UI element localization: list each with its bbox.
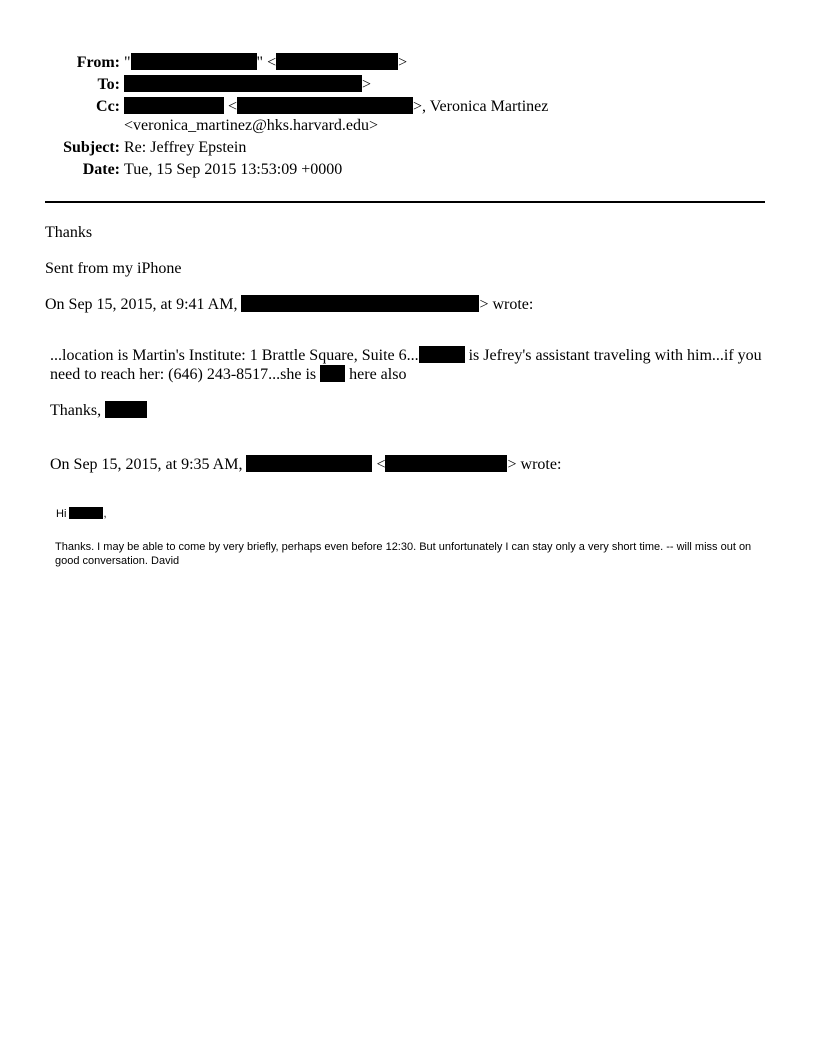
redaction <box>131 53 257 70</box>
reply2-suffix: > wrote: <box>507 456 562 473</box>
body-thanks: Thanks <box>45 224 93 241</box>
reply1-prefix: On Sep 15, 2015, at 9:41 AM, <box>45 296 238 313</box>
reply-attribution-1 <box>45 295 533 315</box>
header-divider <box>45 201 765 203</box>
reply2-mid: < <box>372 456 386 473</box>
reply-attribution-2 <box>50 455 561 475</box>
reply2-prefix: On Sep 15, 2015, at 9:35 AM, <box>50 456 243 473</box>
redaction <box>105 401 147 418</box>
quoted-message-1 <box>50 346 770 384</box>
from-mid: " < <box>256 54 277 71</box>
date-label: Date: <box>82 161 120 178</box>
redaction <box>124 97 224 114</box>
redaction <box>237 97 413 114</box>
to-value <box>124 75 371 95</box>
to-label: To: <box>97 76 120 93</box>
to-close: > <box>362 76 372 93</box>
quote1-thanks-line <box>50 401 147 421</box>
quote1-part1: ...location is Martin's Institute: 1 Brattle Square, Suite 6... <box>50 347 419 364</box>
cc-mid: < <box>228 98 238 115</box>
reply1-suffix: > wrote: <box>479 296 534 313</box>
original-message: Thanks. I may be able to come by very briefly, perhaps even before 12:30. But unfortunately I can stay only a very short time. -- will miss out on good conversation. David <box>55 541 752 567</box>
subject-value: Re: Jeffrey Epstein <box>124 139 247 156</box>
hi-suffix: , <box>103 508 107 520</box>
cc-value <box>124 97 548 117</box>
from-quote: " <box>124 54 131 71</box>
greeting <box>56 507 107 521</box>
from-label: From: <box>76 54 120 71</box>
quote1-part3: here also <box>345 366 407 383</box>
hi-prefix: Hi <box>56 508 70 520</box>
from-value <box>124 53 407 73</box>
cc-tail: >, Veronica Martinez <box>413 98 549 115</box>
cc-email: <veronica_martinez@hks.harvard.edu> <box>124 117 379 134</box>
redaction <box>320 365 345 382</box>
redaction <box>69 507 103 519</box>
redaction <box>124 75 362 92</box>
cc-label: Cc: <box>96 98 120 115</box>
redaction <box>246 455 372 472</box>
redaction <box>276 53 398 70</box>
from-close: > <box>398 54 408 71</box>
redaction <box>385 455 507 472</box>
date-value: Tue, 15 Sep 2015 13:53:09 +0000 <box>124 161 343 178</box>
quote1-part2: is Jefrey's assistant traveling with him...if you need to reach her: (646) 243-8517...she is <box>50 347 762 383</box>
cc-row-2 <box>124 116 378 136</box>
quote1-thanks: Thanks, <box>50 402 102 419</box>
redaction <box>419 346 465 363</box>
subject-label: Subject: <box>63 139 120 156</box>
redaction <box>241 295 479 312</box>
iphone-signature: Sent from my iPhone <box>45 260 182 277</box>
